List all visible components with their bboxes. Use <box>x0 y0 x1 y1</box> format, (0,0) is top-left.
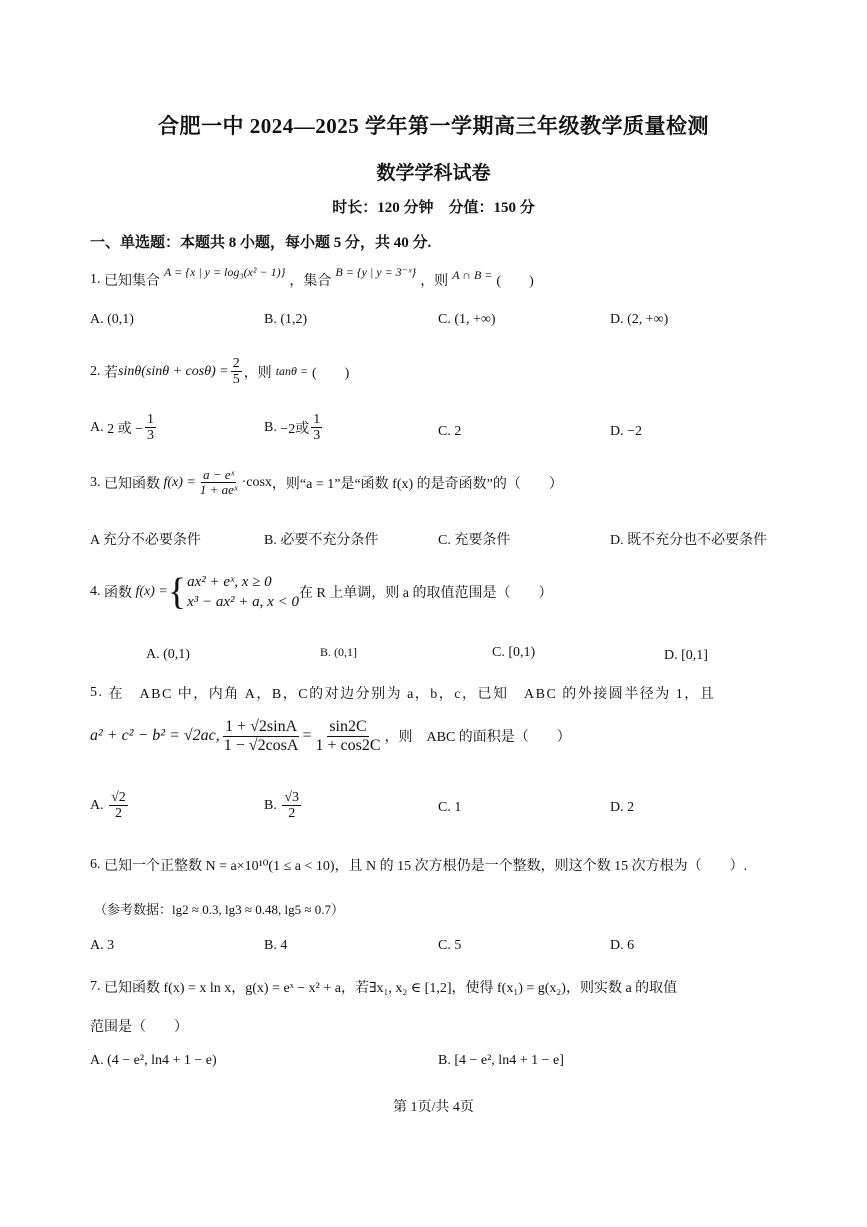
exam-subtitle: 数学学科试卷 <box>376 163 491 184</box>
question-number: 6. <box>90 857 101 872</box>
exam-title: 合肥一中 2024—2025 学年第一学期高三年级教学质量检测 <box>158 114 709 138</box>
option-c: C. [0,1) <box>492 645 536 660</box>
option-a: A. 3 <box>90 938 115 953</box>
exam-meta: 时长：120 分钟 分值：150 分 <box>332 200 535 216</box>
question-text: 在 R 上单调，则 a 的取值范围是（ ） <box>298 586 553 602</box>
question-5 <box>90 683 715 703</box>
option-a: A. (0,1) <box>90 312 134 327</box>
question-1 <box>90 264 534 290</box>
question-5-formula: a² + c² − b² = √2ac, $\frac{1 + √2\sin A}{1 - √2\cos A}$ = $\frac{\sin 2C}{1 + \cos 2C}$ ，则 ABC 的面积是（ ） <box>90 718 571 754</box>
question-number: 5. <box>90 685 104 700</box>
left-brace: { <box>167 571 187 614</box>
option-d: D. [0,1] <box>664 648 708 663</box>
question-text: ，则“a = 1”是“函数 f(x) 的是奇函数”的（ ） <box>271 476 563 492</box>
option-a: A 充分不必要条件 <box>90 533 201 548</box>
math-expression: f(x) = <box>163 474 196 490</box>
question-number: 1. <box>90 272 101 287</box>
option-b: B. (0,1] <box>320 645 357 659</box>
option-d: D. −2 <box>610 424 643 439</box>
option-b: B. 必要不充分条件 <box>264 533 379 548</box>
question-7-line2: 范围是（ ） <box>90 1020 188 1035</box>
option-b: B. [4 − e², ln4 + 1 − e] <box>438 1053 564 1068</box>
math-expression: sinθ(sinθ + cosθ) = <box>118 363 229 379</box>
fraction: $\frac{√2}{2}$ <box>111 790 126 822</box>
option-d: D. 既不充分也不必要条件 <box>610 533 768 548</box>
option-c: C. 1 <box>438 800 462 815</box>
answer-blank: ( ) <box>496 274 534 289</box>
page-number: 第 1页/共 4页 <box>393 1100 474 1115</box>
question-text: 已知集合 <box>104 274 160 289</box>
question-text: 已知一个正整数 N = a×10¹⁰(1 ≤ a < 10)，且 N 的 15 次方根仍是一个整数，则这个数 15 次方根为（ ）. <box>104 859 748 874</box>
math-expression: tanθ = <box>275 364 309 379</box>
question-6 <box>90 855 747 875</box>
math-expression: ·cosx <box>241 474 272 490</box>
question-text: ，则 ABC 的面积是（ ） <box>384 730 571 746</box>
fraction: $\frac{1 + √2\sin A}{1 - √2\cos A}$ <box>223 718 299 754</box>
question-3 <box>90 468 563 498</box>
question-number: 3. <box>90 474 101 490</box>
question-number: 2. <box>90 363 101 379</box>
question-text: ，则 <box>243 365 272 381</box>
question-text: 在 ABC 中，内角 A，B，C的对边分别为 a，b，c，已知 ABC 的外接圆半径为 1，且 <box>108 687 716 702</box>
question-text: ，则 <box>420 274 449 289</box>
question-number: 7. <box>90 979 101 994</box>
option-b: B. (1,2) <box>264 312 308 327</box>
question-text: 已知函数 <box>104 476 160 492</box>
option-c: C. 2 <box>438 424 462 439</box>
fraction: $\frac{\text{a − eˣ}}{\text{1 + aeˣ}}$ <box>199 467 238 498</box>
question-text: 函数 <box>104 586 132 602</box>
question-number: 4. <box>90 584 101 600</box>
fraction: $\frac{1}{3}$ <box>147 412 155 444</box>
fraction: $\frac{\sin 2C}{1 + \cos 2C}$ <box>315 718 381 754</box>
option-c: C. 充要条件 <box>438 533 511 548</box>
math-expression: f(x) = <box>135 584 168 600</box>
option-c: C. 5 <box>438 938 462 953</box>
option-b: B. $\frac{√3}{2}$ <box>264 790 300 822</box>
option-a: A. (4 − e², ln4 + 1 − e) <box>90 1053 217 1068</box>
question-text: 已知函数 f(x) = x ln x，g(x) = eˣ − x² + a，若∃x₁, x₂ ∈ [1,2]，使得 f(x₁) = g(x₂)，则实数 a 的取值 <box>104 981 678 996</box>
option-a: A. 2 或 − $\frac{1}{3}$ <box>90 412 155 444</box>
math-expression: A ∩ B = <box>452 267 493 282</box>
option-b: B. −2或 $\frac{1}{3}$ <box>264 412 321 444</box>
piecewise-function: { ax² + eˣ, x ≥ 0 x³ − ax² + a, x < 0 <box>167 571 299 614</box>
option-a: A. $\frac{√2}{2}$ <box>90 790 126 822</box>
option-d: D. 2 <box>610 800 635 815</box>
section-heading: 一、单选题：本题共 8 小题，每小题 5 分，共 40 分. <box>90 235 432 251</box>
question-2 <box>90 356 349 388</box>
option-c: C. (1, +∞) <box>438 312 496 327</box>
question-7 <box>90 977 677 997</box>
option-a: A. (0,1) <box>146 647 190 662</box>
math-expression: A = {x | y = log₃(x² − 1)} <box>164 264 286 279</box>
question-text: 若 <box>104 365 118 381</box>
fraction: $\frac{1}{3}$ <box>313 412 321 444</box>
option-d: D. (2, +∞) <box>610 312 669 327</box>
option-d: D. 6 <box>610 938 635 953</box>
fraction: $\frac{√3}{2}$ <box>284 790 300 822</box>
option-b: B. 4 <box>264 938 288 953</box>
math-expression: B = {y | y = 3⁻ˣ} <box>335 264 417 279</box>
question-text: ，集合 <box>289 274 332 289</box>
answer-blank: ( ) <box>312 365 350 381</box>
math-expression: a² + c² − b² = √2ac, <box>90 727 220 745</box>
reference-data: （参考数据：lg2 ≈ 0.3, lg3 ≈ 0.48, lg5 ≈ 0.7） <box>94 902 344 917</box>
fraction: $\frac{2}{5}$ <box>232 356 240 388</box>
question-4 <box>90 572 553 613</box>
